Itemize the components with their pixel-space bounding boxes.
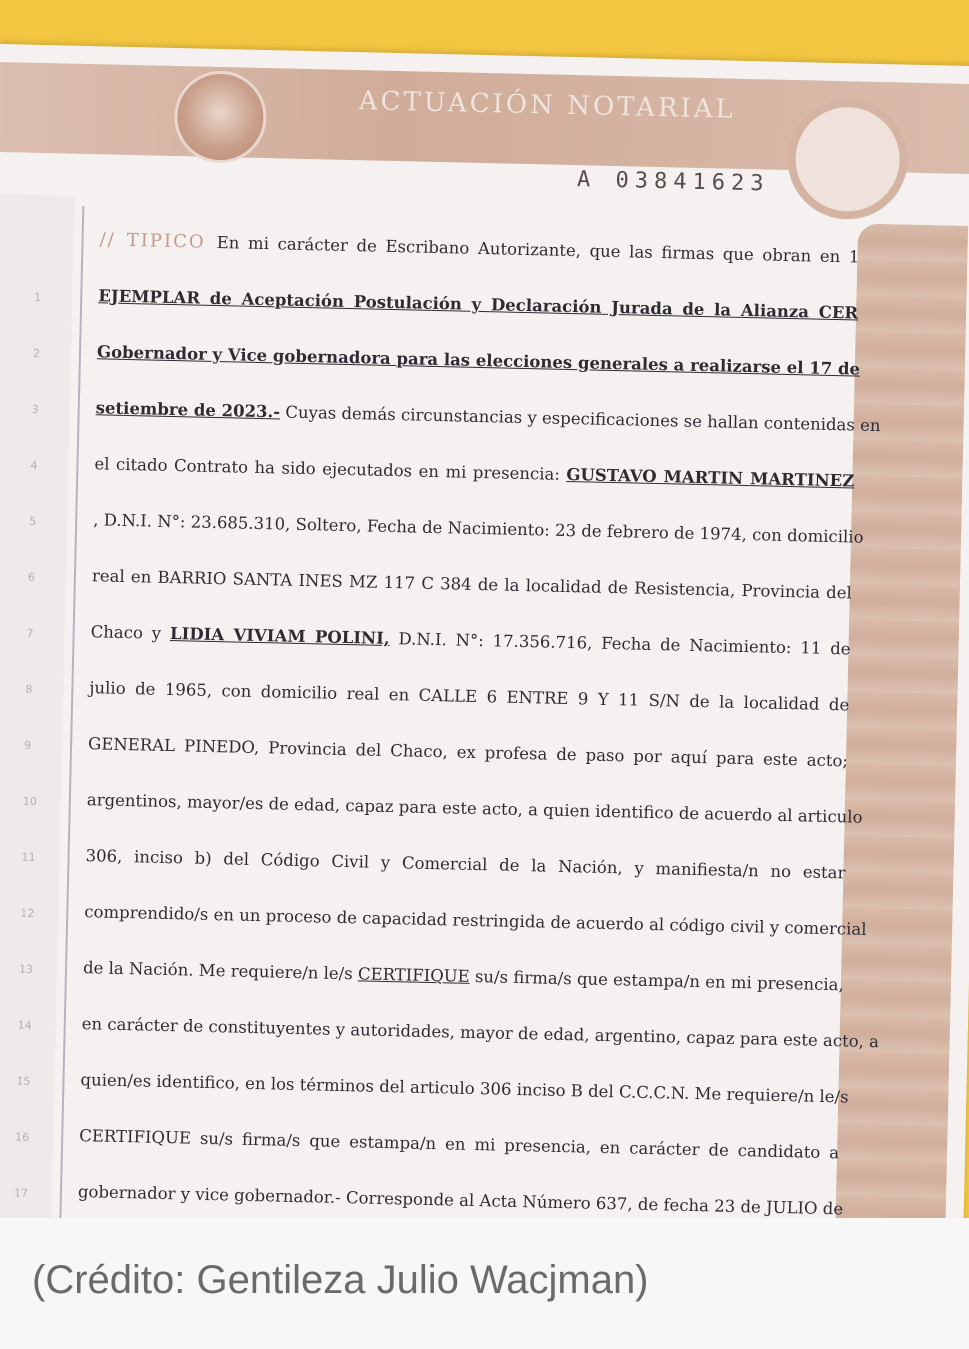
line-text: de la Nación. Me requiere/n le/s [82,958,359,984]
line-number: 15 [16,1074,31,1088]
header-title: ACTUACIÓN NOTARIAL [358,86,737,125]
line-number: 17 [13,1186,29,1200]
tipico-stamp: // TIPICO [99,229,217,253]
line-text: Cuyas demás circunstancias y especificaciones se hallan contenidas en [279,402,881,436]
line-number: 10 [22,794,37,809]
line-text: gobernador y vice gobernador.- Corresponde al Acta Número 637, de fecha 23 de JULIO de [77,1182,844,1218]
line-number: 4 [30,458,38,472]
line-number: 8 [25,682,33,696]
line-number: 14 [17,1018,32,1032]
document-body [75,212,881,1218]
line-text: quien/es identifico, en los términos del articulo 306 inciso B del C.C.C.N. Me requiere/n le/s [80,1070,849,1107]
line-number: 2 [32,346,41,360]
line-text: argentinos, mayor/es de edad, capaz para este acto, a quien identifico de acuerdo al articulo [86,790,863,827]
notarial-paper [0,44,969,1218]
line-text: comprendido/s en un proceso de capacidad restringida de acuerdo al código civil y comercial [84,902,867,939]
line-number: 12 [20,906,35,920]
line-text: Chaco y [90,622,171,644]
line-number: 16 [15,1130,30,1144]
line-number: 5 [29,514,37,528]
notary-seal [786,98,909,221]
line-number: 11 [21,850,36,865]
underlined-text: EJEMPLAR de Aceptación Postulación y Declaración Jurada de la Alianza CER [98,286,859,323]
line-number: 7 [26,626,34,640]
serial-number: A 03841623 [576,167,770,197]
line-text: julio de 1965, con domicilio real en CALLE 6 ENTRE 9 Y 11 S/N de la localidad de [89,678,850,715]
line-text: real en BARRIO SANTA INES MZ 117 C 384 de la localidad de Resistencia, Provincia del [91,566,852,603]
line-text: el citado Contrato ha sido ejecutados en mi presencia: [94,454,567,484]
line-number: 13 [18,962,34,976]
underlined-name: LIDIA VIVIAM POLINI, [169,624,390,648]
line-text: En mi carácter de Escribano Autorizante, que las firmas que obran en 1 [216,232,860,267]
line-number: 3 [31,402,39,416]
line-text: en carácter de constituyentes y autoridades, mayor de edad, argentino, capaz para este acto, a [81,1014,880,1052]
line-text: , D.N.I. N°: 23.685.310, Soltero, Fecha de Nacimiento: 23 de febrero de 1974, con domicilio [93,510,864,547]
line-number: 9 [23,738,32,752]
line-text: su/s firma/s que estampa/n en mi presencia, [469,966,844,995]
line-number: 6 [27,570,36,584]
line-text: 306, inciso b) del Código Civil y Comercial de la Nación, y manifiesta/n no estar [85,846,846,883]
underlined-text: Gobernador y Vice gobernadora para las elecciones generales a realizarse el 17 de [96,342,861,379]
underlined-text: setiembre de 2023.- [95,398,281,422]
line-text: CERTIFIQUE su/s firma/s que estampa/n en mi presencia, en carácter de candidato a [79,1126,840,1163]
line-number: 1 [34,290,42,304]
photo-credit-caption: (Crédito: Gentileza Julio Wacjman) [32,1258,649,1302]
underlined-word: CERTIFIQUE [357,964,470,986]
line-text: GENERAL PINEDO, Provincia del Chaco, ex profesa de paso por aquí para este acto; [87,734,849,771]
underlined-name: GUSTAVO MARTIN MARTINEZ [566,464,855,491]
line-text: D.N.I. N°: 17.356.716, Fecha de Nacimiento: 11 de [389,628,851,659]
